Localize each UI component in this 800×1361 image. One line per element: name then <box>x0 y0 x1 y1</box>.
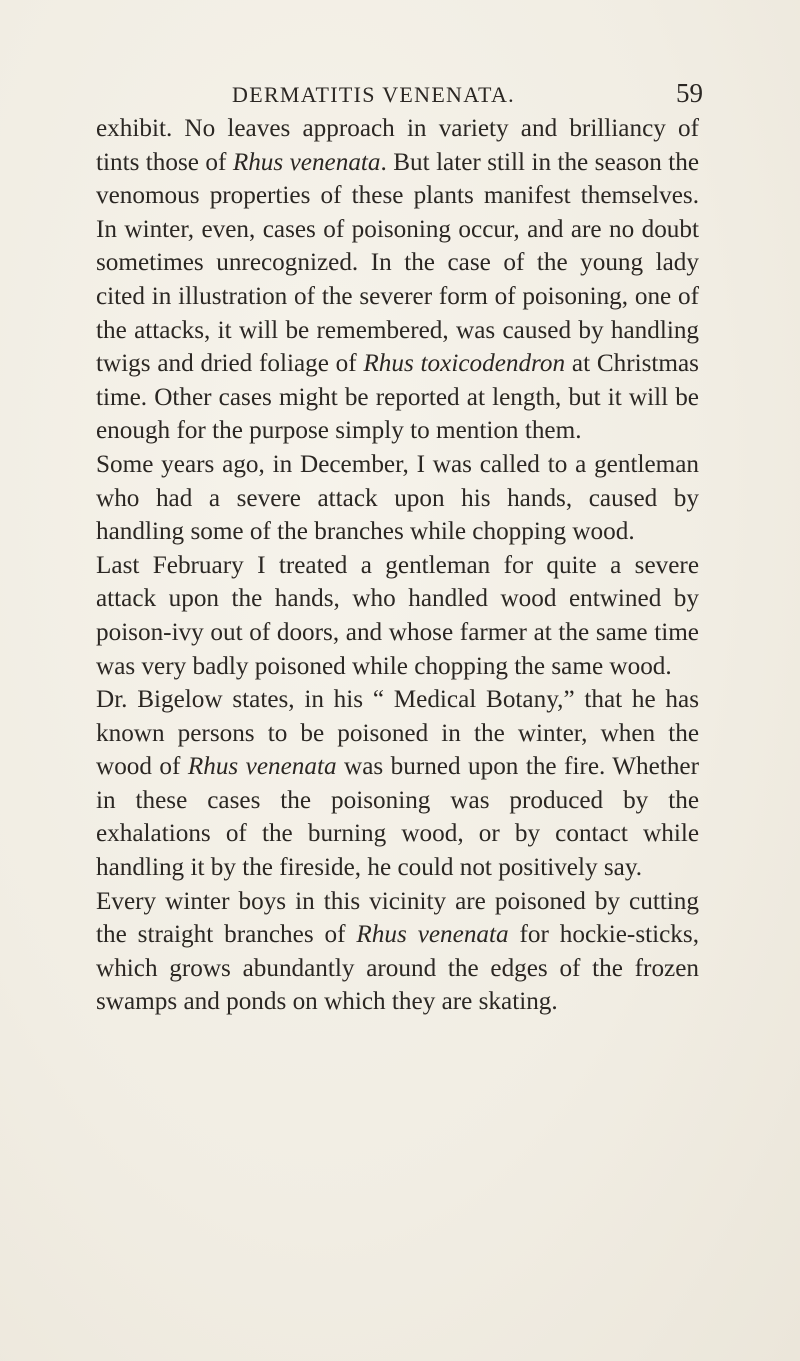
species-name: Rhus venenata <box>232 148 381 176</box>
running-title: DERMATITIS VENENATA. <box>232 82 515 107</box>
text-run: Last February I treated a gentleman for quite a severe attack upon the hands, who handled wood entwined by poison-ivy out of doors, and whose farmer at the same time was very badly poisoned while chopping the same wood. <box>96 551 699 680</box>
paragraph-2 <box>96 448 699 549</box>
text-run: Some years ago, in December, I was called to a gentleman who had a severe attack upon his hands, caused by handling some of the branches while chopping wood. <box>96 450 699 546</box>
page-number: 59 <box>676 78 703 108</box>
body-text <box>96 112 699 1019</box>
paragraph-1 <box>96 112 699 448</box>
species-name: Rhus venenata <box>187 753 337 781</box>
species-name: Rhus venenata <box>356 921 509 949</box>
running-head <box>96 0 703 112</box>
text-run: Every winter boys in this vicinity are poisoned by cutting the straight branches of <box>96 887 699 949</box>
text-run: at Christmas time. Other cases might be reported at length, but it will be enough for the purpose simply to mention them. <box>96 350 699 445</box>
paragraph-3 <box>96 549 699 683</box>
text-run: Dr. Bigelow states, in his “ Medical Botany,” that he has known persons to be poisoned in the winter, when the wood of <box>96 686 699 781</box>
text-run: was burned upon the fire. Whether in these cases the poisoning was produced by the exhalations of the burning wood, or by contact while handling it by the fireside, he could not positively say. <box>96 753 699 882</box>
text-run: . But later still in the season the venomous properties of these plants manifest themselves. In winter, even, cases of poisoning occur, and are no doubt sometimes unrecognized. In the case of the young lady cited in illustration of the severer form of poisoning, one of the attacks, it will be remembered, was caused by handling twigs and dried foliage of <box>96 148 699 378</box>
paragraph-5 <box>96 885 699 1019</box>
species-name: Rhus toxicodendron <box>363 350 566 378</box>
paragraph-4 <box>96 683 699 885</box>
text-run: for hockie-sticks, which grows abundantly around the edges of the frozen swamps and ponds on which they are skating. <box>96 921 699 1016</box>
text-run: exhibit. No leaves approach in variety and brilliancy of tints those of <box>96 115 699 176</box>
